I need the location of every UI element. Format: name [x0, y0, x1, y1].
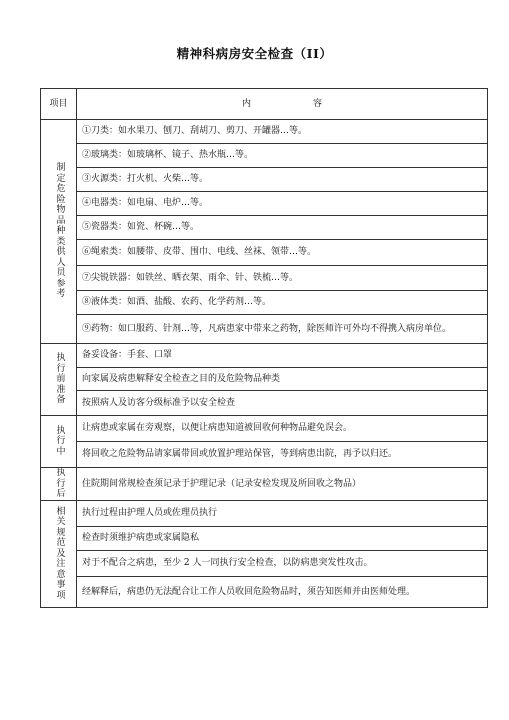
row-content: 住院期间常规检查须记录于护理记录（记录安检发现及所回收之物品） [77, 468, 488, 501]
category-label: 制定危险物品种类供人员参考 [56, 163, 66, 299]
table-row [41, 291, 488, 315]
row-content: ⑧液体类：如酒、盐酸、农药、化学药剂…等。 [77, 291, 488, 315]
table-row [41, 344, 488, 368]
row-content: ⑨药物：如口服药、针剂…等，凡病患家中带来之药物，除医师许可外均不得携入病房单位。 [77, 315, 488, 344]
table-row [41, 240, 488, 266]
table-row [41, 551, 488, 577]
row-content: ①刀类：如水果刀、刨刀、刮胡刀、剪刀、开罐器…等。 [77, 120, 488, 144]
row-content: ④电器类：如电扇、电炉…等。 [77, 192, 488, 216]
row-content: ③火源类：打火机、火柴…等。 [77, 168, 488, 192]
category-hazard-types [41, 120, 77, 344]
row-content: 备妥设备：手套、口罩 [77, 344, 488, 368]
header-content [77, 89, 488, 120]
table-row [41, 266, 488, 291]
table-row [41, 416, 488, 442]
table-row [41, 192, 488, 216]
row-content: ②玻璃类：如玻璃杯、镜子、热水瓶…等。 [77, 144, 488, 168]
table-row [41, 216, 488, 240]
row-content: 将回收之危险物品请家属带回或放置护理站保管，等到病患出院，再予以归还。 [77, 442, 488, 468]
table-header-row [41, 89, 488, 120]
header-content-right: 容 [313, 98, 323, 109]
table-row [41, 468, 488, 501]
category-pre-execution [41, 344, 77, 416]
row-content: 对于不配合之病患，至少 2 人一同执行安全检查，以防病患突发性攻击。 [77, 551, 488, 577]
row-content: 按照病人及访客分级标准予以安全检查 [77, 391, 488, 416]
row-content: ⑤瓷器类：如瓷、杯碗…等。 [77, 216, 488, 240]
inspection-table [40, 88, 488, 608]
category-label: 相关规范及注意事项 [56, 506, 66, 601]
row-content: 让病患或家属在旁观察，以便让病患知道被回收何种物品避免误会。 [77, 416, 488, 442]
table-row [41, 144, 488, 168]
category-during-execution [41, 416, 77, 468]
table-row [41, 527, 488, 551]
table-row [41, 442, 488, 468]
row-content: ⑦尖锐铁器：如铁丝、晒衣架、雨伞、针、铁梳…等。 [77, 266, 488, 291]
row-content: ⑥绳索类：如腰带、皮带、围巾、电线、丝袜、领带…等。 [77, 240, 488, 266]
table-row [41, 315, 488, 344]
header-item: 项目 [41, 89, 77, 120]
table-row [41, 391, 488, 416]
category-post-execution [41, 468, 77, 501]
row-content: 执行过程由护理人员或佐理员执行 [77, 501, 488, 527]
category-label: 执行后 [56, 468, 66, 499]
page-title: 精神科病房安全检查（II） [176, 46, 333, 61]
table-row [41, 368, 488, 391]
table-row [41, 120, 488, 144]
row-content: 经解释后，病患仍无法配合让工作人员收回危险物品时，须告知医师并由医师处理。 [77, 577, 488, 608]
table-row [41, 577, 488, 608]
category-related-notes [41, 501, 77, 608]
row-content: 向家属及病患解释安全检查之目的及危险物品种类 [77, 368, 488, 391]
category-label: 执行中 [56, 425, 66, 457]
table-row [41, 168, 488, 192]
category-label: 执行前准备 [56, 353, 66, 405]
table-row [41, 501, 488, 527]
header-content-left: 内 [241, 98, 251, 109]
row-content: 检查时须维护病患或家属隐私 [77, 527, 488, 551]
